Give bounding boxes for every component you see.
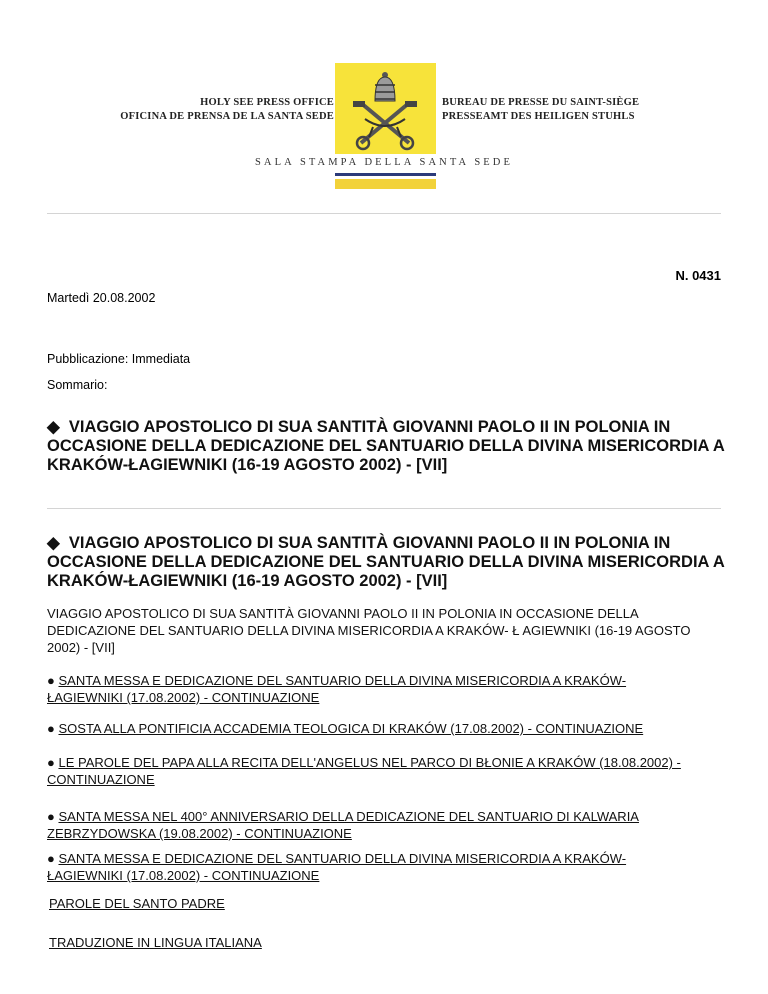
- letterhead-left: [34, 96, 334, 124]
- divider-middle: [47, 508, 721, 509]
- dot-bullet-icon: ●: [47, 851, 55, 866]
- dot-bullet-icon: ●: [47, 673, 55, 688]
- letterhead-left-line2: OFICINA DE PRENSA DE LA SANTA SEDE: [120, 111, 334, 122]
- letterhead-bar-yellow: [335, 179, 436, 189]
- item-link[interactable]: SOSTA ALLA PONTIFICIA ACCADEMIA TEOLOGICA DI KRAKÓW (17.08.2002) - CONTINUAZIONE: [58, 721, 644, 736]
- intro-paragraph: VIAGGIO APOSTOLICO DI SUA SANTITÀ GIOVANNI PAOLO II IN POLONIA IN OCCASIONE DELLA DEDICAZIONE DEL SANTUARIO DELLA DIVINA MISERICORDIA A KRAKÓW- Ł AGIEWNIKI (16-19 AGOSTO 2002) - [VII]: [47, 606, 691, 655]
- list-item[interactable]: [47, 720, 737, 737]
- sub-link-item[interactable]: [49, 934, 739, 951]
- crest-emblem-icon: [335, 63, 436, 154]
- letterhead-right-line1: BUREAU DE PRESSE DU SAINT-SIÈGE: [442, 97, 640, 108]
- dot-bullet-icon: ●: [47, 809, 55, 824]
- summary-label: Sommario:: [47, 378, 108, 392]
- diamond-bullet-icon: ◆: [47, 418, 60, 436]
- list-item[interactable]: [47, 754, 737, 788]
- list-item[interactable]: [47, 808, 697, 842]
- letterhead-subtitle: SALA STAMPA DELLA SANTA SEDE: [254, 157, 513, 168]
- sub-link-parole[interactable]: PAROLE DEL SANTO PADRE: [49, 896, 225, 911]
- list-item[interactable]: [47, 850, 697, 884]
- bulletin-date: Martedì 20.08.2002: [47, 291, 156, 305]
- dot-bullet-icon: ●: [47, 721, 55, 736]
- diamond-bullet-icon: ◆: [47, 534, 60, 552]
- letterhead-left-line1: HOLY SEE PRESS OFFICE: [200, 97, 334, 108]
- holy-see-crest-icon: [335, 63, 436, 154]
- divider-top: [47, 213, 721, 214]
- letterhead-right-line2: PRESSEAMT DES HEILIGEN STUHLS: [442, 111, 635, 122]
- dot-bullet-icon: ●: [47, 755, 55, 770]
- main-heading-title: VIAGGIO APOSTOLICO DI SUA SANTITÀ GIOVANNI PAOLO II IN POLONIA IN OCCASIONE DELLA DEDICAZIONE DEL SANTUARIO DELLA DIVINA MISERICORDIA A KRAKÓW-ŁAGIEWNIKI (16-19 AGOSTO 2002) - [VII]: [47, 534, 725, 590]
- main-heading: [47, 534, 727, 591]
- publication-status: Pubblicazione: Immediata: [47, 352, 191, 366]
- item-link[interactable]: SANTA MESSA NEL 400° ANNIVERSARIO DELLA DEDICAZIONE DEL SANTUARIO DI KALWARIA ZEBRZYDOWSKA (19.08.2002) - CONTINUAZIONE: [47, 809, 639, 841]
- list-item[interactable]: [47, 672, 697, 706]
- sub-link-item[interactable]: [49, 895, 739, 912]
- item-link[interactable]: LE PAROLE DEL PAPA ALLA RECITA DELL'ANGELUS NEL PARCO DI BŁONIE A KRAKÓW (18.08.2002) - CONTINUAZIONE: [47, 755, 681, 787]
- item-link[interactable]: SANTA MESSA E DEDICAZIONE DEL SANTUARIO DELLA DIVINA MISERICORDIA A KRAKÓW-ŁAGIEWNIKI (17.08.2002) - CONTINUAZIONE: [47, 851, 627, 883]
- sub-link-traduzione[interactable]: TRADUZIONE IN LINGUA ITALIANA: [49, 935, 262, 950]
- summary-heading-title[interactable]: VIAGGIO APOSTOLICO DI SUA SANTITÀ GIOVANNI PAOLO II IN POLONIA IN OCCASIONE DELLA DEDICAZIONE DEL SANTUARIO DELLA DIVINA MISERICORDIA A KRAKÓW-ŁAGIEWNIKI (16-19 AGOSTO 2002) - [VII]: [47, 418, 725, 474]
- bulletin-number: N. 0431: [675, 268, 721, 283]
- summary-heading[interactable]: [47, 418, 727, 475]
- item-link[interactable]: SANTA MESSA E DEDICAZIONE DEL SANTUARIO DELLA DIVINA MISERICORDIA A KRAKÓW-ŁAGIEWNIKI (17.08.2002) - CONTINUAZIONE: [47, 673, 627, 705]
- letterhead-right: [442, 96, 742, 124]
